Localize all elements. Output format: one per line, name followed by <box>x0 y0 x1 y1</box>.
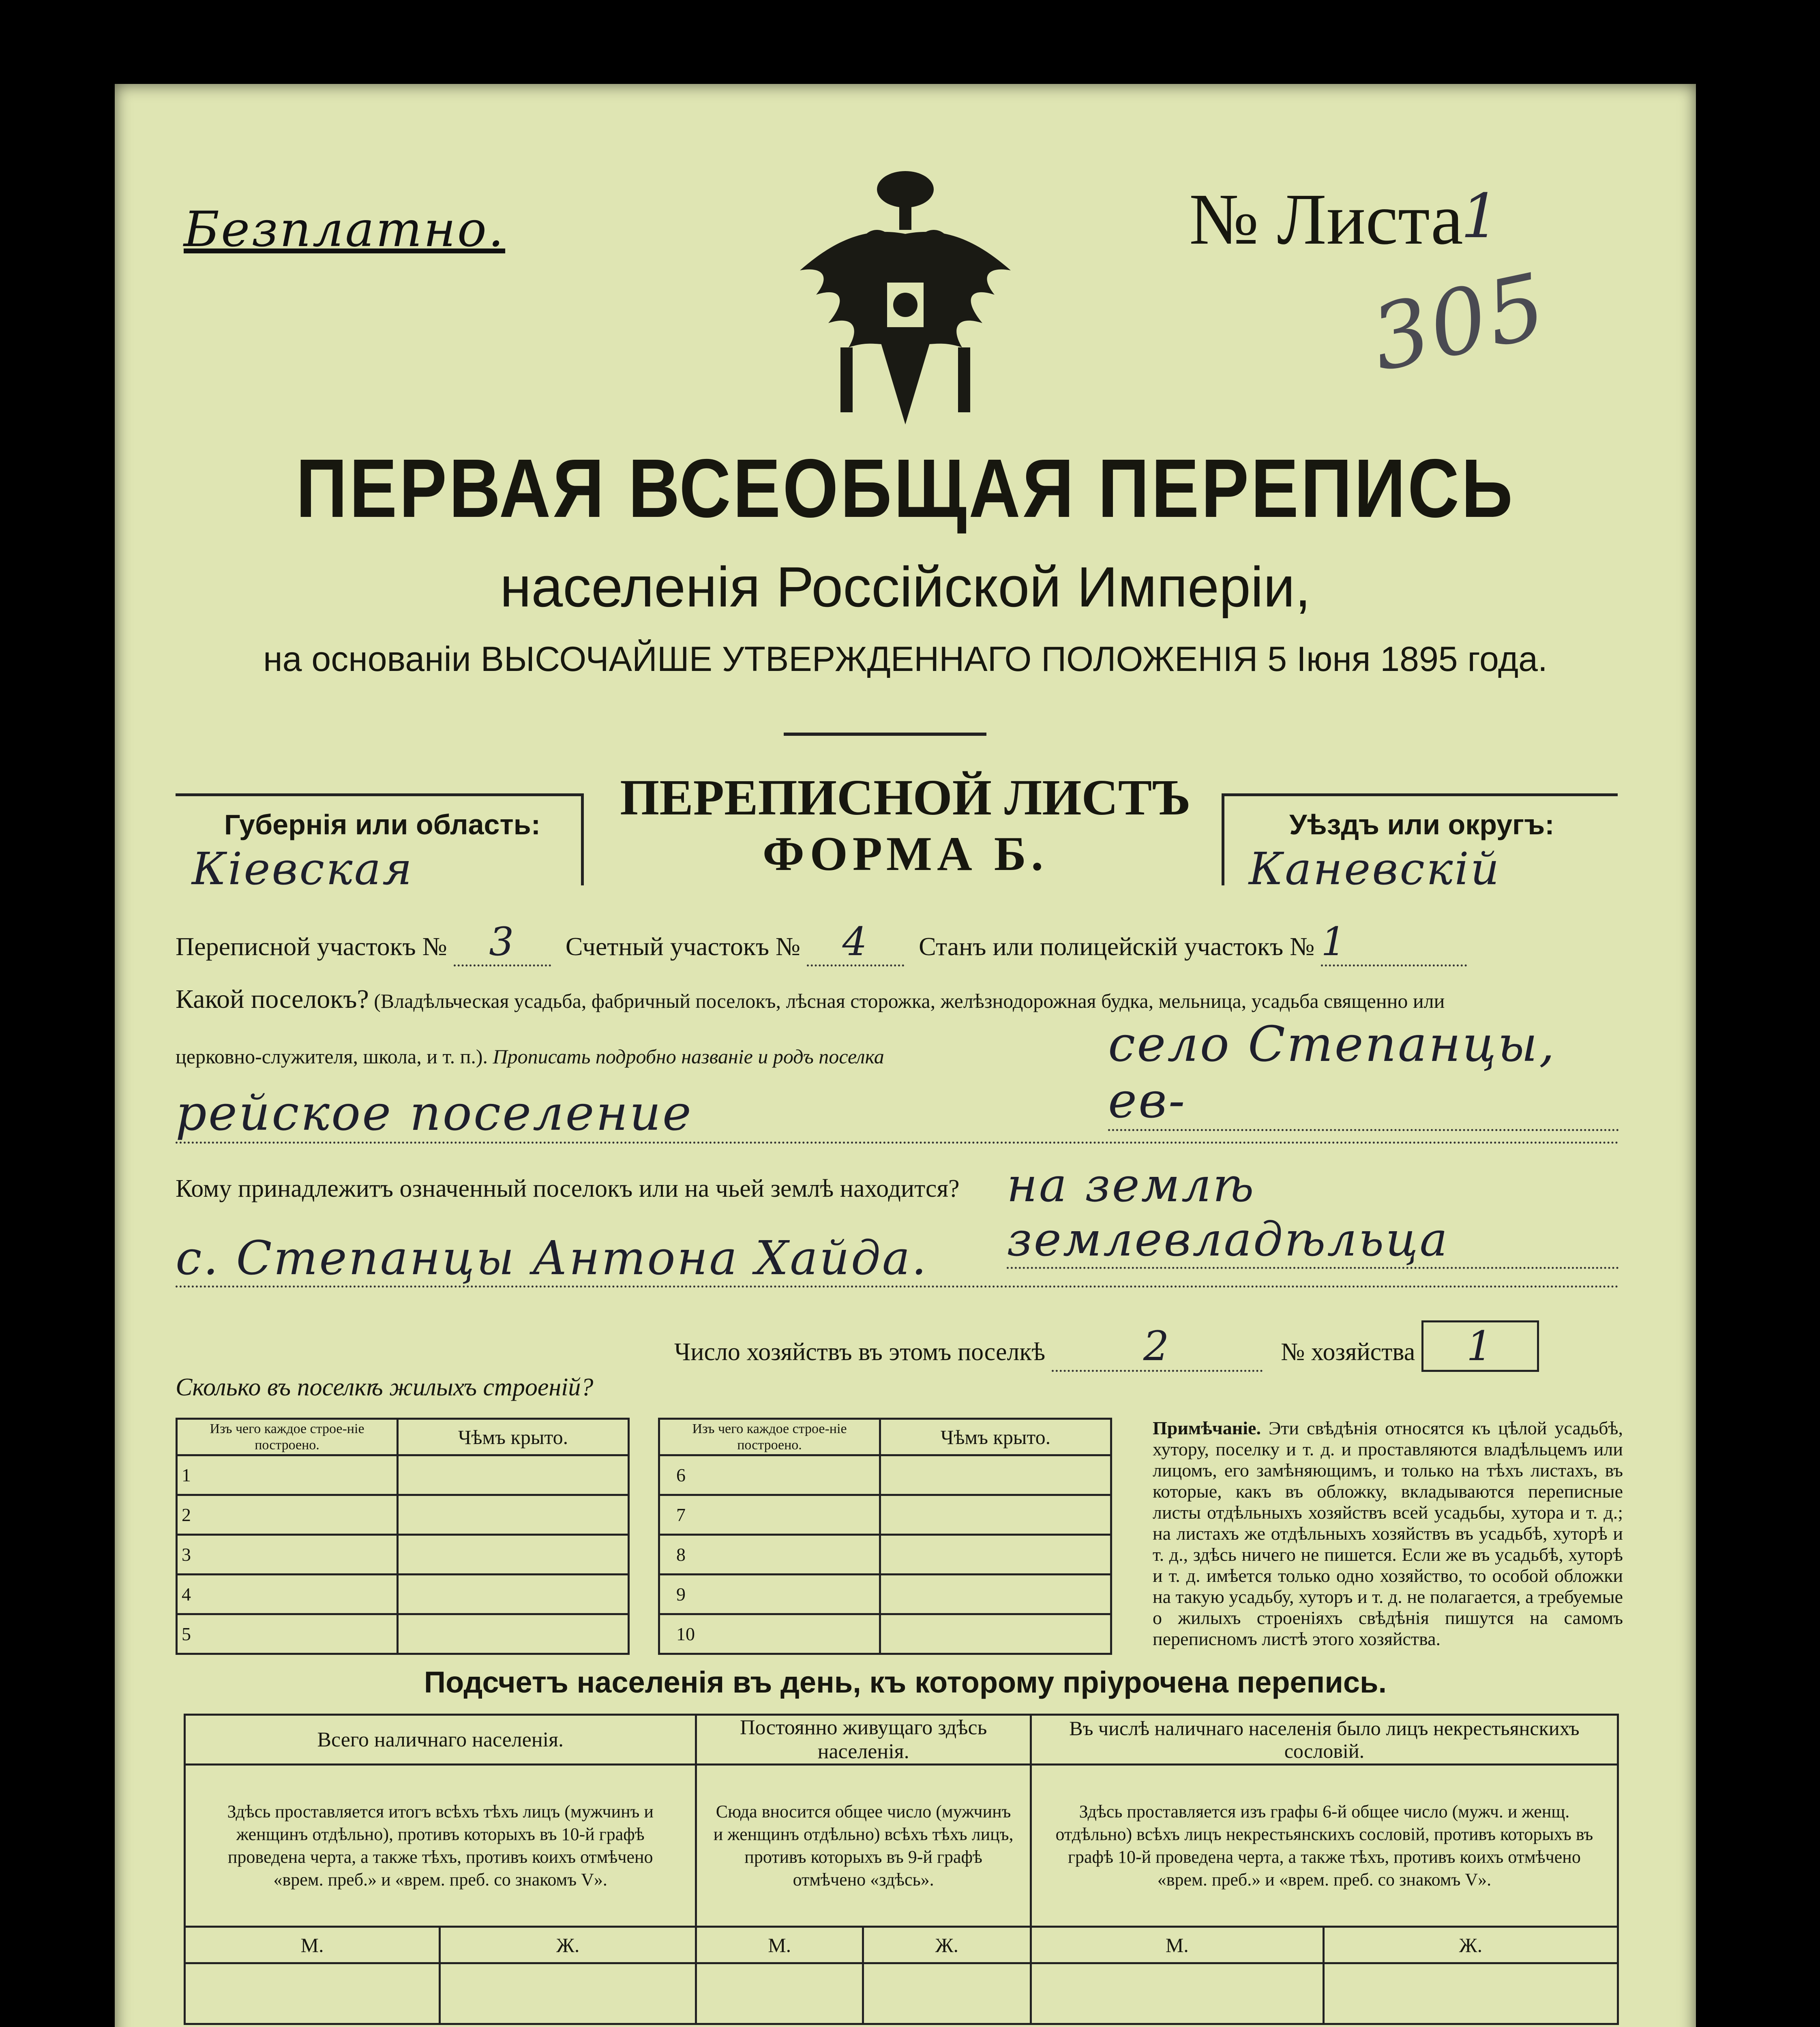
count-table <box>184 1714 1619 2025</box>
building-row-number: 9 <box>659 1575 880 1614</box>
building-row-roof-cell[interactable] <box>880 1535 1111 1575</box>
building-row-roof-cell[interactable] <box>398 1455 629 1495</box>
free-label: Безплатно. <box>184 201 506 258</box>
buildings-col-material: Изъ чего каждое строе-ніе построено. <box>659 1419 880 1455</box>
count-female-header: Ж. <box>439 1927 696 1963</box>
sheet-no-value: 1 <box>1461 181 1501 252</box>
owner-label: Кому принадлежитъ означенный поселокъ или на чьей землѣ находится? <box>176 1175 960 1202</box>
count-cell[interactable] <box>863 1963 1031 2024</box>
census-sheet <box>115 84 1696 2027</box>
household-no-value: 1 <box>1421 1320 1539 1372</box>
district-value: Каневскій <box>1249 843 1501 895</box>
count-female-header: Ж. <box>863 1927 1031 1963</box>
settlement-hint-italic: Прописать подробно названіе и родъ поселка <box>493 1045 884 1068</box>
building-row-number: 10 <box>659 1614 880 1654</box>
building-row-number: 3 <box>177 1535 398 1575</box>
province-label: Губернія или область: <box>224 809 541 840</box>
census-area-value: 3 <box>454 919 551 966</box>
buildings-col-roof: Чѣмъ крыто. <box>398 1419 629 1455</box>
sheet-no-label: № Листа <box>1189 179 1463 259</box>
building-row-number: 8 <box>659 1535 880 1575</box>
building-row-roof-cell[interactable] <box>398 1614 629 1654</box>
settlement-value-1: село Степанцы, ев- <box>1108 1016 1619 1131</box>
buildings-table-right <box>658 1418 1112 1655</box>
province-value: Кіевская <box>192 843 414 895</box>
count-cell[interactable] <box>439 1963 696 2024</box>
count-desc-permanent: Сюда вносится общее число (мужчинъ и женщинъ отдѣльно) всѣхъ тѣхъ лицъ, противъ которыхъ въ 9-й графѣ отмѣчено «здѣсь». <box>696 1765 1031 1927</box>
households-row <box>674 1320 1619 1372</box>
building-row-number: 2 <box>177 1495 398 1535</box>
settlement-hint: (Владѣльческая усадьба, фабричный поселокъ, лѣсная сторожка, желѣзнодорожная будка, мельница, усадьба священно или <box>374 990 1445 1012</box>
building-row-number: 4 <box>177 1575 398 1614</box>
count-female-header: Ж. <box>1323 1927 1618 1963</box>
census-area-label: Переписной участокъ № <box>176 932 447 961</box>
settlement-label: Какой поселокъ? <box>176 984 369 1014</box>
count-desc-non-peasant: Здѣсь проставляется изъ графы 6-й общее число (мужч. и женщ. отдѣльно) всѣхъ лицъ некрестьянскихъ сословій, противъ которыхъ въ графѣ 10-й проведена черта, а также тѣхъ, противъ коихъ отмѣчено «врем. преб.» и «врем. преб. со знакомъ V». <box>1031 1765 1618 1927</box>
page-basis: на основаніи ВЫСОЧАЙШЕ УТВЕРЖДЕННАГО ПОЛОЖЕНІЯ 5 Іюня 1895 года. <box>263 640 1548 679</box>
building-row-number: 5 <box>177 1614 398 1654</box>
page-subtitle: населенія Россійской Имперіи, <box>500 555 1311 619</box>
count-cell[interactable] <box>185 1963 440 2024</box>
form-header <box>176 761 1615 895</box>
note-text: Эти свѣдѣнія относятся къ цѣлой усадьбѣ, хутору, поселку и т. д. и проставляются владѣльцемъ или лицомъ, его замѣняющимъ, и только на тѣхъ листахъ, въ которые, какъ въ обложку, вкладываются переписные листы отдѣльныхъ хозяйствъ всей усадьбы, хутора и т. д.; на листахъ же отдѣльныхъ хозяйствъ въ усадьбѣ, хуторѣ и т. д., здѣсь ничего не пишется. Если же въ усадьбѣ, хуторѣ и т. д. имѣется только одно хозяйство, то особой обложки на такую усадьбу, хуторъ и т. д. не полагается, а требуемые о жилыхъ строеніяхъ свѣдѣнія пишутся на самомъ переписномъ листѣ этого хозяйства. <box>1153 1418 1623 1649</box>
page-title: ПЕРВАЯ ВСЕОБЩАЯ ПЕРЕПИСЬ <box>296 442 1515 535</box>
sheet-form: ФОРМА Б. <box>762 827 1048 881</box>
building-row-number: 1 <box>177 1455 398 1495</box>
sheet-title: ПЕРЕПИСНОЙ ЛИСТЪ <box>620 770 1191 826</box>
count-cell[interactable] <box>696 1963 863 2024</box>
count-cell[interactable] <box>1031 1963 1323 2024</box>
count-col-present: Всего наличнаго населенія. <box>185 1715 696 1765</box>
count-male-header: М. <box>1031 1927 1323 1963</box>
count-title: Подсчетъ населенія въ день, къ которому пріурочена перепись. <box>424 1665 1387 1699</box>
district-box <box>1222 793 1618 895</box>
settlement-row <box>176 984 1619 1015</box>
count-area-value: 4 <box>807 919 904 966</box>
households-label: Число хозяйствъ въ этомъ поселкѣ <box>674 1338 1046 1366</box>
households-value: 2 <box>1052 1322 1263 1372</box>
building-row-roof-cell[interactable] <box>398 1535 629 1575</box>
count-col-permanent: Постоянно живущаго здѣсь населенія. <box>696 1715 1031 1765</box>
count-cell[interactable] <box>1323 1963 1618 2024</box>
note-label: Примѣчаніе. <box>1153 1418 1261 1438</box>
buildings-note <box>1153 1418 1623 1650</box>
buildings-col-roof: Чѣмъ крыто. <box>880 1419 1111 1455</box>
archive-number: 305 <box>1363 253 1556 392</box>
household-no-label: № хозяйства <box>1281 1338 1415 1366</box>
police-area-label: Станъ или полицейскій участокъ № <box>919 932 1315 961</box>
owner-value-2: с. Степанцы Антона Хайда. <box>176 1231 1619 1288</box>
building-row-roof-cell[interactable] <box>398 1495 629 1535</box>
building-row-roof-cell[interactable] <box>880 1455 1111 1495</box>
province-box <box>176 793 584 895</box>
header-divider <box>784 733 986 736</box>
police-area-value: 1 <box>1321 919 1467 966</box>
imperial-eagle-emblem <box>784 165 1027 449</box>
count-col-non-peasant: Въ числѣ наличнаго населенія было лицъ некрестьянскихъ сословій. <box>1031 1715 1618 1765</box>
buildings-table-left <box>176 1418 630 1655</box>
district-label: Уѣздъ или округъ: <box>1289 809 1554 840</box>
owner-value-1: на землѣ землевладѣльца <box>1007 1158 1619 1269</box>
building-row-number: 7 <box>659 1495 880 1535</box>
buildings-label: Сколько въ поселкѣ жилыхъ строеній? <box>176 1373 594 1401</box>
building-row-roof-cell[interactable] <box>398 1575 629 1614</box>
building-row-roof-cell[interactable] <box>880 1614 1111 1654</box>
building-row-roof-cell[interactable] <box>880 1495 1111 1535</box>
count-area-label: Счетный участокъ № <box>565 932 801 961</box>
building-row-number: 6 <box>659 1455 880 1495</box>
count-male-header: М. <box>185 1927 440 1963</box>
settlement-value-2: рейское поселение <box>176 1085 1619 1144</box>
building-row-roof-cell[interactable] <box>880 1575 1111 1614</box>
settlement-hint-2: церковно-служителя, школа, и т. п.). <box>176 1045 488 1068</box>
areas-row <box>176 919 1615 966</box>
count-desc-present: Здѣсь проставляется итогъ всѣхъ тѣхъ лицъ (мужчинъ и женщинъ отдѣльно), противъ которыхъ въ 10-й графѣ проведена черта, а также тѣхъ, противъ коихъ отмѣчено «врем. преб.» и «врем. преб. со знакомъ V». <box>185 1765 696 1927</box>
buildings-col-material: Изъ чего каждое строе-ніе построено. <box>177 1419 398 1455</box>
count-male-header: М. <box>696 1927 863 1963</box>
